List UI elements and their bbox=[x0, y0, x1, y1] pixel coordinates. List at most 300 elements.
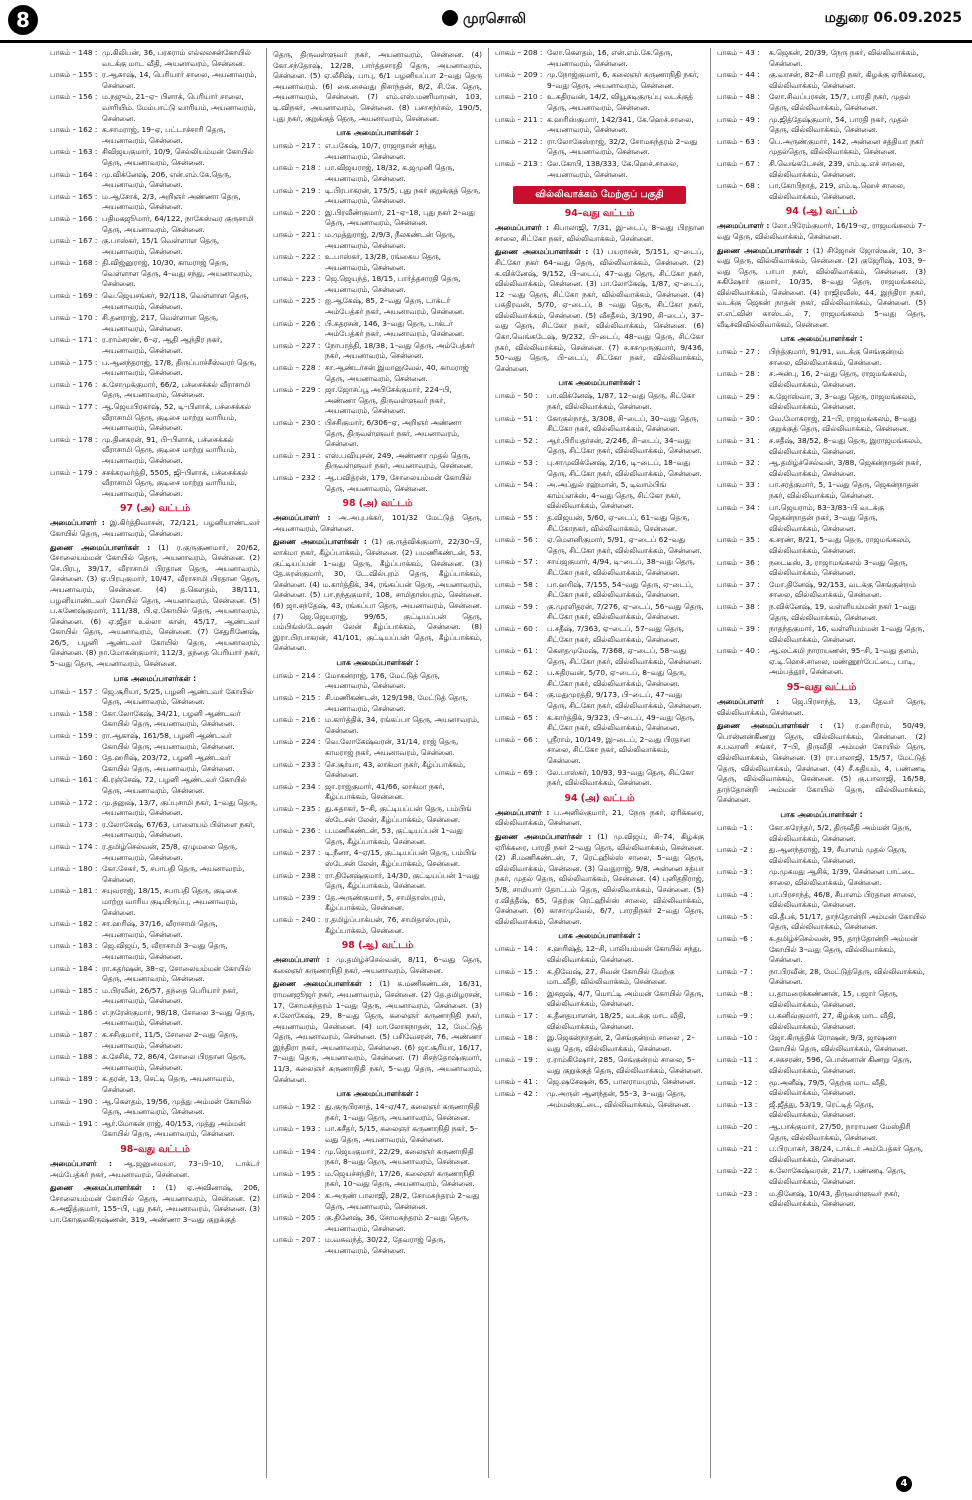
booth-number: பாகம் – 178 : bbox=[50, 434, 98, 444]
booth-organizer: ப.கனிவ்குமார், 27, கிழக்கு மாட வீதி, வில்லிவாக்கம், சென்னை. bbox=[769, 1011, 896, 1031]
booth-entry bbox=[273, 804, 482, 825]
booth-entry bbox=[50, 1008, 260, 1029]
booth-entry bbox=[495, 713, 704, 734]
organizer-details: (1) கு.ருத்விக்குமார், 22/30–பி, லாக்மா நகர், கீழ்ப்பாக்கம், சென்னை. (2) பமணிகண்டன், 53, குட்டியப்பன் 1–வது தெரு, கீழ்ப்பாக்கம், சென்னை. (3) தே.சுரன்குமார், 30, டே.வில்புரம் தெரு, கீழ்ப்பாக்கம், சென்னை. (4) ம.கார்த்திக், 34, ரங்கப்பன் தெரு, அயனாவரம், சென்னை. (5) பா.நந்தகுமார், 108, சாமிதாஸ்புரம், சென்னை. (6) ஜா.சந்தேஷ், 43, ரங்கப்பா தெரு, அயனாவரம், சென்னை. (7) ஜெ.ஜெயராஜ், 99/65, குட்டியப்பன் தெரு, பம்பிங்ஸ்டேஷன் லேன் கீழ்ப்பாக்கம், சென்னை. (8) இரா.பிரபாகரன், 41/101, குட்டியப்பன் தெரு, கீழ்ப்பாக்கம், சென்னை. bbox=[273, 537, 482, 653]
booth-entry bbox=[495, 580, 704, 601]
organizer-paragraph bbox=[495, 223, 704, 244]
booth-entry bbox=[50, 70, 260, 91]
booth-organizer: சிவிஜயகுமார், 10/9, செல்லியம்மன் கோயில் தெரு, அயனாவரம், சென்னை. bbox=[102, 147, 254, 167]
booth-number: பாகம் – 16 : bbox=[495, 988, 538, 998]
section-subheading: பாக அமைப்பாளர்கள் : bbox=[558, 378, 641, 388]
role-label: அமைப்பாளர் : bbox=[273, 955, 330, 965]
booth-organizer: வி.தீபக், 51/17, தாந்தோன்றி அம்மன் கோயில் தெரு, வில்லிவாக்கம், சென்னை. bbox=[769, 911, 926, 932]
booth-organizer: உ.கதிரவன், 14/2, வியூகடிகுருப்பு வடக்குத் தெரு, அயனாவரம், சென்னை. bbox=[547, 92, 693, 112]
booth-entry bbox=[495, 1055, 704, 1076]
booth-number: பாகம் –10 : bbox=[717, 1033, 758, 1043]
booth-number: பாகம் –22 : bbox=[717, 1166, 758, 1176]
booth-entry bbox=[717, 137, 926, 158]
booth-organizer: நாதந்தகுமார், 16, வள்ளியம்மன் 1–வது தெரு, வில்லிவாக்கம், சென்னை. bbox=[769, 624, 925, 644]
section-subheading: பாக அமைப்பாளர்கள் : bbox=[336, 128, 419, 138]
booth-number: பாகம் –2 : bbox=[717, 845, 753, 855]
booth-number: பாகம் – 48 : bbox=[717, 92, 760, 102]
booth-entry bbox=[717, 92, 926, 113]
booth-entry bbox=[50, 919, 260, 940]
booth-entry bbox=[273, 230, 482, 251]
booth-entry bbox=[273, 1124, 482, 1145]
booth-organizer: பா.கோபிநாத், 219, எம்.டி.ஹெச் சாலை, வில்லிவாக்கம், சென்னை. bbox=[769, 181, 906, 201]
booth-number: பாகம் –1 : bbox=[717, 823, 753, 832]
booth-entry bbox=[717, 1144, 926, 1165]
booth-number: பாகம் – 183 : bbox=[50, 941, 98, 951]
booth-number: பாகம் – 179 : bbox=[50, 467, 98, 477]
booth-organizer: சா.ஹரிஷ், 37/16, வீராசாமி தெரு, அயனாவரம், சென்னை. bbox=[102, 919, 218, 939]
booth-organizer: இசுஜஷ், 4/7, மொட்டி அம்மன் கோயில் தெரு, வில்லிவாக்கம், சென்னை. bbox=[547, 988, 704, 1009]
organizer-details: (1) க.மணிகண்டன், 16/31, ராமனஜூஜர் நகர், அயனாவரம், சென்னை. (2) தே.தமிழரசன், 17, சோமசுந்தரம் 1–வது தெரு, அயனாவரம், சென்னை. (3) ச.லோகேஷ், 29, 8–வது தெரு, கலைஞர் கருணாநிதி நகர், அயனாவரம், சென்னை. (4) மா.லோகநாதன், 12, மேட்டுத் தெரு, அயனாவரம், சென்னை. (5) பசிவேசரன், 76, அண்ணா இந்திரா நகர், அயனாவரம், சென்னை. (6) ஜா.சூரியா, 16/17, 7–வது தெரு, அயனாவரம், சென்னை. (7) சிசந்தோஷ்குமார், 11/3, கலைஞர் கருணாநிதி நகர், 5–வது தெரு, அயனாவரம், சென்னை. bbox=[273, 979, 482, 1084]
booth-number: பாகம் – 53 : bbox=[495, 458, 538, 467]
booth-entry bbox=[495, 768, 704, 789]
booth-organizer: ம.நஜும், 21–ஏ– பிளாக், பெரியார் சாலை, வாரியிம். மேம்பாட்டு வாரியம், அயனாவரம், சென்னை. bbox=[102, 92, 256, 123]
booth-entry bbox=[495, 602, 704, 623]
booth-organizer: இ.பிரவீண்குமார், 21–ஏ–18, புது நகர் 2–வது தெரு, அயனாவரம், சென்னை. bbox=[325, 207, 475, 228]
booth-number: பாகம் – 207 : bbox=[273, 1235, 321, 1245]
booth-organizer: க.திவேஷ், 27, சிவன் கோயில் மேற்கு மாடவீதி, வில்லிவாக்கம், சென்னை. bbox=[547, 966, 675, 987]
organizer-paragraph bbox=[495, 247, 704, 374]
booth-organizer: சு.தீனதயாளன், 18/25, வடக்கு மாட வீதி, வில்லிவாக்கம், சென்னை. bbox=[547, 1010, 686, 1031]
booth-number: பாகம் – 180 : bbox=[50, 864, 98, 874]
booth-number: பாகம் – 40 : bbox=[717, 646, 760, 656]
booth-number: பாகம் – 14 : bbox=[495, 944, 538, 954]
organizer-details: அ.அபுபக்கர், 101/32 மேட்டுத் தெரு, அயனாவரம், சென்னை. bbox=[273, 513, 482, 533]
booth-number: பாகம் – 161 : bbox=[50, 775, 98, 785]
booth-number: பாகம் –8 : bbox=[717, 988, 753, 998]
booth-entry bbox=[495, 513, 704, 534]
booth-number: பாகம் – 67 : bbox=[717, 158, 760, 168]
booth-organizer: வே.மோகராஜ், 21–பி, ராஜமங்கலம், 8–வது குறுக்குத் தெரு, வில்லிவாக்கம், சென்னை. bbox=[769, 413, 917, 434]
booth-number: பாகம் – 69 : bbox=[495, 767, 538, 777]
booth-entry bbox=[717, 535, 926, 556]
booth-entry bbox=[495, 436, 704, 457]
booth-organizer: தே.அருண்குமார், 5, சாமிதாஸ்புரம், கீழ்ப்பாக்கம், சென்னை. bbox=[325, 892, 446, 913]
booth-organizer: து.ஆனந்தராஜ், 19, சீயாளம் முதல் தெரு, வில்லிவாக்கம், சென்னை. bbox=[769, 845, 907, 865]
booth-organizer: பா.சரத்குமார், 5, 1–வது தெரு, ஜெகன்நாதன் நகர், வில்லிவாக்கம், சென்னை. bbox=[769, 480, 919, 500]
role-label: துணை அமைப்பாளர்கள் : bbox=[50, 1183, 156, 1193]
booth-organizer: மு.கிலிபன், 36, பரசுராம் எல்லலசன்கோயில் வடக்கு மாட வீதி, அயனாவரம், சென்னை. bbox=[102, 48, 251, 68]
booth-organizer: ஸ்ரீராம், 10/149, இ–டைப், 2–வது பிரதான சாலை, சிட்கோ நகர், வில்லிவாக்கம், சென்னை. bbox=[547, 734, 691, 766]
booth-entry bbox=[717, 436, 926, 457]
booth-entry bbox=[717, 1033, 926, 1054]
booth-number: பாகம் – 31 : bbox=[717, 436, 760, 445]
booth-entry bbox=[717, 347, 926, 368]
booth-number: பாகம் – 217 : bbox=[273, 141, 321, 151]
booth-entry bbox=[273, 418, 482, 450]
booth-organizer: க.தரன், 13, செட்டி தெரு, அயனாவரம், சென்னை. bbox=[102, 1074, 235, 1095]
booth-entry bbox=[273, 473, 482, 494]
booth-number: பாகம் – 29 : bbox=[717, 391, 760, 401]
booth-entry bbox=[50, 48, 260, 69]
column-2 bbox=[266, 48, 488, 1478]
booth-entry bbox=[50, 986, 260, 1007]
booth-organizer: சசக்கரவர்த்தி, 5505, ஜி–பிளாக், பச்சைக்கல் வீராசாமி தெரு, குடிசை மாற்று வாரியம், அயனாவரம், சென்னை. bbox=[102, 467, 248, 498]
booth-organizer: ச.ஹரிஷ்த், 12–சி, பாலியம்மன் கோயில் சந்து, வில்லிவாக்கம், சென்னை. bbox=[547, 944, 702, 964]
booth-number: பாகம் – 227 : bbox=[273, 340, 321, 350]
booth-number: பாகம் – 205 : bbox=[273, 1213, 321, 1223]
booth-number: பாகம் – 213 : bbox=[495, 158, 543, 168]
booth-organizer: பு.சாமுவிக்னேஷ், 2/16, டி–டைப், 18–வது தெரு, சிட்கோ நகர், வில்லிவாக்கம், சென்னை. bbox=[547, 458, 702, 478]
booth-number: பாகம் – 212 : bbox=[495, 136, 543, 146]
booth-entry bbox=[717, 823, 926, 844]
organizer-paragraph bbox=[50, 1183, 260, 1225]
booth-entry bbox=[50, 214, 260, 235]
booth-entry bbox=[717, 1189, 926, 1210]
booth-entry bbox=[50, 798, 260, 819]
booth-number: பாகம் – 155 : bbox=[50, 70, 98, 80]
booth-entry bbox=[50, 335, 260, 356]
booth-entry bbox=[273, 274, 482, 295]
role-label: அமைப்பாளர் : bbox=[273, 513, 331, 523]
booth-number: பாகம் – 204 : bbox=[273, 1191, 321, 1200]
booth-number: பாகம் – 49 : bbox=[717, 114, 760, 124]
booth-number: பாகம் – 216 : bbox=[273, 715, 321, 725]
booth-organizer: மு.ஜித்தேஷ்குமார், 54, பாரதி நகர், முதல் தெரு, வில்லிவாக்கம், சென்னை. bbox=[769, 114, 908, 135]
booth-number: பாகம் – 18 : bbox=[495, 1033, 538, 1043]
booth-organizer: ம.முத்துராஜ், 2/9/3, நீலகண்டன் தெரு, அயனாவரம், சென்னை. bbox=[325, 229, 456, 250]
booth-organizer: லே.பாஸ்கர், 10/93, 93–வது தெரு, சிட்கோ நகர், வில்லிவாக்கம், சென்னை. bbox=[547, 767, 694, 788]
ward-heading: 98–வது வட்டம் bbox=[120, 1144, 190, 1155]
booth-entry bbox=[717, 967, 926, 988]
booth-entry bbox=[717, 558, 926, 579]
role-label: அமைப்பாளர் : bbox=[717, 697, 780, 707]
booth-number: பாகம் – 236 : bbox=[273, 826, 321, 836]
booth-organizer: ரா.தினேஷ்குமார், 14/30, குட்டியப்பன் 1–வது தெரு, கீழ்ப்பாக்கம், சென்னை. bbox=[325, 870, 480, 891]
booth-entry bbox=[50, 753, 260, 774]
booth-number: பாகம் – 51 : bbox=[495, 413, 538, 423]
booth-number: பாகம் – 233 : bbox=[273, 759, 321, 769]
booth-organizer: இ.ஜெகன்நாதன், 2, செங்குன்றம் சாலை , 2–வது தெரு, வில்லிவாக்கம், சென்னை. bbox=[547, 1033, 695, 1053]
section-subheading: பாக அமைப்பாளர்கள் : bbox=[336, 657, 419, 667]
booth-organizer: பா.பிரசாந்த், 46/8, சீயாளம் பிரதான சாலை, வில்லிவாக்கம், சென்னை. bbox=[769, 889, 917, 910]
booth-entry bbox=[717, 181, 926, 202]
booth-organizer: பா.சுசீதர், 5/15, கலைஞர் கருணாநிதி நகர், 5–வது தெரு, அயனாவரம், சென்னை. bbox=[325, 1124, 479, 1145]
booth-entry bbox=[50, 964, 260, 985]
article-columns bbox=[44, 48, 934, 1478]
booth-entry bbox=[273, 341, 482, 362]
booth-number: பாகம் – 64 : bbox=[495, 690, 538, 700]
role-label: துணை அமைப்பாளர்கள் : bbox=[273, 537, 367, 547]
booth-entry bbox=[50, 1119, 260, 1140]
booth-entry bbox=[717, 1011, 926, 1032]
booth-number: பாகம் – 66 : bbox=[495, 734, 538, 744]
booth-organizer: ஜோ.கிருத்திக் ரோஷன், 9/3, ஜாஷனா கோயில் தெரு, வில்லிவாக்கம், சென்னை. bbox=[769, 1033, 908, 1053]
booth-entry bbox=[273, 760, 482, 781]
booth-organizer: சயுவராஜ், 18/15, சபாபதி தெரு, குடிசை மாற்று வாரிய குடியிருப்பு, அயனாவரம், சென்னை. bbox=[102, 886, 238, 917]
booth-entry bbox=[495, 391, 704, 412]
booth-number: பாகம் – 158 : bbox=[50, 708, 98, 718]
booth-number: பாகம் – 194 : bbox=[273, 1146, 321, 1156]
booth-organizer: உ.பாஸ்கர், 13/28, ரங்கைய தெரு, அயனாவரம், சென்னை. bbox=[325, 252, 442, 272]
booth-entry bbox=[273, 141, 482, 162]
booth-number: பாகம் – 167 : bbox=[50, 236, 98, 246]
booth-organizer: ஆர்.பிரியதர்சன், 2/246, சி–டைப், 34–வது தெரு, சிட்கோ நகர், வில்லிவாக்கம், சென்னை. bbox=[547, 435, 702, 456]
booth-number: பாகம் – 188 : bbox=[50, 1052, 98, 1062]
booth-organizer: கோ.லோகேஷ், 34/21, பழனி ஆண்டவர் கோயில் தெரு, அயனாவரம், சென்னை. bbox=[102, 708, 241, 729]
booth-organizer: கி.ரஞ்சேஷ், 72, பழனி ஆண்டவர் கோயில் தெரு, அயனாவரம், சென்னை. bbox=[102, 775, 247, 795]
booth-entry bbox=[50, 236, 260, 257]
booth-number: பாகம் – 237 : bbox=[273, 848, 321, 858]
organizer-details: இ.கிர்த்திவாசன், 72/121, பழனியாண்டவர் கோயில் தெரு, அயனாவரம், சென்னை. bbox=[50, 518, 260, 538]
organizer-details: கிபாலாஜி, 7/31, இ–டைப், 8–வது பிரதான சாலை, சிட்கோ நகர், வில்லிவாக்கம், சென்னை. bbox=[495, 223, 704, 243]
booth-organizer: கு.தினேஷ், 36, சோமசுந்தரம் 2–வது தெரு, அயனாவரம், சென்னை. bbox=[325, 1213, 470, 1233]
booth-number: பாகம் – 42 : bbox=[495, 1089, 538, 1099]
booth-organizer: மு.தினகரன், 91, பி–பிளாக், பச்சைக்கல் வீராசாமி தெரு, குடிசை மாற்று வாரியம், அயனாவரம், சென்னை. bbox=[102, 434, 237, 465]
booth-entry bbox=[50, 468, 260, 500]
booth-number: பாகம் – 184 : bbox=[50, 963, 98, 973]
booth-organizer: க.சரண், 8/21, 5–வது தெரு, ராஜமங்கலம், வில்லிவாக்கம், சென்னை. bbox=[769, 535, 912, 555]
booth-organizer: ஆ.தமிழ்ச்செல்வன், 3/88, ஜெகன்நாதன் நகர், வில்லிவாக்கம், சென்னை. bbox=[769, 458, 922, 478]
booth-number: பாகம் – 157 : bbox=[50, 686, 98, 696]
organizer-paragraph bbox=[495, 808, 704, 829]
booth-number: பாகம் – 229 : bbox=[273, 385, 321, 395]
booth-organizer: க.சசிகுமார், 11/5, சோலை 2–வது தெரு, அயனாவரம், சென்னை. bbox=[102, 1030, 238, 1050]
booth-entry bbox=[717, 414, 926, 435]
booth-number: பாகம் – 156 : bbox=[50, 92, 98, 102]
booth-organizer: க.ஜோஸ்வா, 3, 3–வது தெரு, ராஜமங்கலம், வில்லிவாக்கம், சென்னை. bbox=[769, 391, 917, 412]
booth-number: பாகம் – 228 : bbox=[273, 363, 321, 373]
brand-name: முரசொலி bbox=[463, 11, 526, 27]
booth-number: பாகம் – 171 : bbox=[50, 335, 98, 345]
booth-entry bbox=[50, 258, 260, 290]
booth-number: பாகம் – 214 : bbox=[273, 670, 321, 680]
booth-entry bbox=[273, 848, 482, 869]
booth-organizer: ர.ராம்கிஷோர், 285, செங்குன்றம் சாலை, 5–வது குறுக்குத் தெரு, வில்லிவாக்கம், சென்னை. bbox=[547, 1055, 703, 1075]
role-label: துணை அமைப்பாளர்கள் : bbox=[717, 721, 823, 731]
ward-heading: 94 (அ) வட்டம் bbox=[564, 792, 635, 804]
booth-entry bbox=[495, 690, 704, 711]
booth-entry bbox=[717, 845, 926, 866]
booth-organizer: ச.சதீஷ், 38/52, 8–வது தெரு, இராஜமங்கலம், வில்லிவாக்கம், சென்னை. bbox=[769, 436, 923, 456]
booth-entry bbox=[273, 1169, 482, 1190]
role-label: அமைப்பாளர் : bbox=[495, 223, 549, 233]
booth-number: பாகம் – 222 : bbox=[273, 252, 321, 262]
booth-organizer: ர.ராம்சரண், 6–ஏ, ஆதி ஆந்திர நகர், அயனாவரம், சென்னை. bbox=[102, 335, 223, 356]
booth-organizer: பா.விஜயராஜ், 18/32, க.ஜமுனி தெரு, அயனாவரம், சென்னை. bbox=[325, 163, 455, 183]
booth-number: பாகம் – 159 : bbox=[50, 731, 98, 741]
booth-entry bbox=[273, 782, 482, 803]
booth-organizer: ம.தினேஷ், 10/43, திருவள்ளுவர் நகர், வில்லிவாக்கம், சென்னை. bbox=[769, 1188, 900, 1209]
booth-entry bbox=[273, 252, 482, 273]
organizer-paragraph bbox=[273, 50, 482, 124]
organizer-details: (1) ர.குருகுணமார், 20/62, சோலையம்மன் கோயில் தெரு, அயனாவரம், சென்னை. (2) செ.பிரபு, 39/17, வீராசாமி பிரதான தெரு, அயனாவரம், சென்னை. (3) ஏ.பிரபுகுமார், 10/47, வீராசாமி பிரதான தெரு, அயனாவரம், சென்னை. (4) த.கெளதம், 38/111, பழனியாண்டவர் கோயில் தெரு, அயனாவரம், சென்னை. (5) ப.கணேஷ்குமார், 111/38, பி.ஏ.கோயில் தெரு, அயனாவரம், சென்னை. (6) ஏ.ஜீதா உல்லா கான், 45/17, ஆண்டவர் கோயில் தெரு, அயனாவரம், சென்னை. (7) சேதுரிணேஷ், 26/5, பழனி ஆண்டவர் கோயில் தெரு, அயனாவரம், சென்னை. (8) நா.மோகன்குமார், 112/3, தந்தை பெரியார் நகர், 5–வது தெரு, அயனாவரம், சென்னை. bbox=[50, 542, 260, 669]
booth-organizer: ப.சுதிரவன், 5/70, ஏ–டைப், 8–வது தெரு, சிட்கோ நகர், வில்லிவாக்கம், சென்னை. bbox=[547, 668, 687, 688]
booth-number: பாகம் – 36 : bbox=[717, 557, 760, 567]
booth-number: பாகம் – 41 : bbox=[495, 1077, 538, 1087]
footer-page-marker: 4 bbox=[896, 1476, 912, 1492]
booth-organizer: மோகன்ராஜ், 176, மேட்டுத் தெரு, அயனாவரம், சென்னை. bbox=[325, 670, 440, 691]
booth-organizer: கு.மதுமுரத்தி, 9/173, பி–டைப், 47–வது தெரு, சிட்கோ நகர், வில்லிவாக்கம், சென்னை. bbox=[547, 690, 702, 711]
role-label: அமைப்பாளர் : bbox=[50, 518, 105, 528]
booth-organizer: தி.விஜ்னுராஜ், 10/30, காமராஜ் தெரு, வெள்ளாள தெரு, 4–வது சந்து, அயனாவரம், சென்னை. bbox=[102, 258, 253, 289]
organizer-details: (1) ஏ.அவினாஷ், 206, சோலையம்மன் கோயில் தெரு, அயனாவரம், சென்னை. (2) க.அஜித்குமார், 155–பி, புது நகர், அயனாவரம், சென்னை. (3) பா.கோகுலகிருஷ்ணன், 319, அண்ணா 3–வது குறுக்குத் bbox=[50, 1183, 260, 1224]
booth-organizer: ஆர்.மோகன் ராஜ், 40/153, முத்து அம்மன் கோயில் தெரு, அயனாவரம், சென்னை. bbox=[102, 1118, 246, 1139]
organizer-paragraph bbox=[717, 246, 926, 331]
booth-number: பாகம் –20 : bbox=[717, 1122, 758, 1132]
booth-number: பாகம் – 209 : bbox=[495, 70, 543, 80]
booth-organizer: க.லோகேஷ்வரன், 21/7, பண்ணடி தெரு, வில்லிவாக்கம், சென்னை. bbox=[769, 1166, 906, 1186]
booth-entry bbox=[273, 385, 482, 417]
booth-organizer: ஜெ.ஷசேஷன், 65, பாலராமபுரம், சென்னை. bbox=[547, 1077, 696, 1087]
booth-organizer: ரா.ஆகாஷ், 161/58, பழனி ஆண்டவர் கோயில் தெரு, அயனாவரம், சென்னை. bbox=[102, 731, 235, 751]
booth-number: பாகம் – 190 : bbox=[50, 1096, 98, 1106]
booth-organizer: க.ஜெகன், 20/39, நேரு நகர், வில்லிவாக்கம், சென்னை. bbox=[769, 48, 919, 68]
booth-entry bbox=[717, 369, 926, 390]
booth-organizer: டி.பிரபாகரன், 175/5, புது நகர் குறுக்குத் தெரு, அயனாவரம், சென்னை. bbox=[325, 185, 481, 206]
organizer-paragraph bbox=[273, 979, 482, 1085]
booth-number: பாகம் – 68 : bbox=[717, 181, 760, 191]
booth-entry bbox=[273, 715, 482, 736]
masthead bbox=[0, 0, 972, 43]
booth-entry bbox=[717, 602, 926, 623]
booth-entry bbox=[50, 192, 260, 213]
booth-organizer: மு.தனுஷ், 13/7, குப்புசாமி நகர், 1–வது தெரு, அயனாவரம், சென்னை. bbox=[102, 797, 258, 818]
booth-organizer: அ.அப்துல் ரஹ்மான், 5, டிவாம்பிங் காம்ப்ளக்ஸ், 4–வது தெரு, சிட்கோ நகர், வில்லிவாக்கம், சென்னை. bbox=[547, 480, 681, 511]
ward-heading: 94 (ஆ) வட்டம் bbox=[785, 206, 858, 218]
booth-organizer: லோ.கௌதம், 16, என்.எம்.கே.தெரு, அயனாவரம், சென்னை. bbox=[547, 48, 673, 68]
organizer-details: ஆ.ஜனுமையா, 73–பி–10, டாக்டர் அம்பேத்கர் நகர், அயனாவரம், சென்னை. bbox=[50, 1159, 260, 1179]
booth-organizer: மூ.அனீஷ், 79/5, தெற்கு மாட வீதி, வில்லிவாக்கம், சென்னை. bbox=[769, 1077, 888, 1098]
booth-entry bbox=[495, 735, 704, 767]
booth-organizer: ர.லோகேஷ், 67/63, பாளையம் பிள்ளை நகர், அயனாவரம், சென்னை. bbox=[102, 819, 256, 840]
booth-organizer: ரா.கதர்ஷன், 38–ஏ, சோலையம்மன் கோயில் தெரு, அயனாவரம், சென்னை. bbox=[102, 963, 251, 984]
booth-organizer: லோ.சிவப்பரசன், 15/7, பாரதி நகர், முதல் தெரு, வில்லிவாக்கம், சென்னை. bbox=[769, 92, 911, 112]
booth-entry bbox=[717, 159, 926, 180]
booth-number: பாகம் – 55 : bbox=[495, 512, 538, 522]
booth-organizer: க.அருண் பாலாஜி, 28/2, சோமசுந்தரம் 2–வது தெரு, அயனாவரம், சென்னை. bbox=[325, 1191, 480, 1211]
booth-number: பாகம் – 44 : bbox=[717, 70, 760, 80]
booth-organizer: ஆ.ஜெயபிரகாஷ், 52, டி–பிளாக், பச்சைக்கல் வீராசாமி தெரு, குடிசை மாற்று வாரியம், அயனாவரம், சென்னை. bbox=[102, 402, 251, 433]
booth-entry bbox=[273, 1191, 482, 1212]
booth-organizer: மோ.தினேஷ், 92/153, வடக்கு செங்குன்றம் சாலை, வில்லிவாக்கம், சென்னை. bbox=[769, 579, 917, 600]
booth-entry bbox=[273, 296, 482, 317]
booth-entry bbox=[495, 1077, 704, 1088]
booth-number: பாகம் –12 : bbox=[717, 1077, 758, 1087]
booth-organizer: கு.பாஸ்கர், 15/1 வெள்ளாள தெரு, அயனாவரம், சென்னை. bbox=[102, 236, 220, 256]
booth-number: பாகம் – 61 : bbox=[495, 646, 538, 656]
booth-organizer: பிசசிகுமார், 6/306–ஏ, அறிஞர் அண்ணா தெரு, திருவள்ளுவர் நகர், அயனாவரம், சென்னை. bbox=[325, 418, 462, 449]
booth-organizer: க.சாமராஜ், 19–ஏ, பட்டாச்சாரி தெரு, அயனாவரம், சென்னை. bbox=[102, 125, 226, 145]
area-banner: வில்லிவாக்கம் மேற்குப் பகுதி bbox=[513, 186, 686, 204]
booth-entry bbox=[273, 1235, 482, 1256]
booth-entry bbox=[273, 693, 482, 714]
booth-entry bbox=[50, 435, 260, 467]
sun-logo-icon bbox=[442, 10, 458, 26]
booth-organizer: பி.கதரசன், 146, 3–வது தெரு, டாக்டர் அம்பேத்கர் நகர், அயனாவரம், சென்னை. bbox=[325, 318, 465, 339]
booth-entry bbox=[273, 186, 482, 207]
booth-entry bbox=[273, 363, 482, 384]
booth-organizer: மு.அருள் ஆனந்தன், 55–3, 3–வது தெரு, அம்மன்குட்டை, வில்லிவாக்கம், சென்னை. bbox=[547, 1089, 691, 1109]
booth-number: பாகம் –11 : bbox=[717, 1055, 758, 1065]
booth-organizer: வெ.ஜெயசங்கர், 92/118, வெள்ளாள தெரு, அயனாவரம், சென்னை. bbox=[102, 291, 249, 311]
booth-organizer: செ.சூர்யா, 43, லாக்மா நகர், கீழ்ப்பாக்கம், சென்னை. bbox=[325, 759, 466, 780]
booth-number: பாகம் – 224 : bbox=[273, 737, 321, 747]
booth-number: பாகம் – 38 : bbox=[717, 601, 760, 611]
booth-entry bbox=[717, 480, 926, 501]
booth-entry bbox=[273, 737, 482, 758]
booth-number: பாகம் – 182 : bbox=[50, 919, 98, 929]
role-label: அமைப்பாளர் : bbox=[717, 221, 770, 231]
booth-number: பாகம் – 210 : bbox=[495, 92, 543, 102]
section-subheading: பாக அமைப்பாளர்கள் : bbox=[113, 673, 197, 683]
booth-entry bbox=[50, 291, 260, 312]
booth-organizer: ம.ஜெயச்சந்திர், 17/26, கலைஞர் கருணாநிதி நகர், 10–வது தெரு, அயனாவரம், சென்னை. bbox=[325, 1168, 475, 1189]
booth-entry bbox=[717, 867, 926, 888]
organizer-paragraph bbox=[717, 221, 926, 242]
organizer-paragraph bbox=[495, 832, 704, 927]
booth-organizer: சா.ஆண்டர்சன் இமானுவேல், 40, காமராஜ் தெரு, அயனாவரம், சென்னை. bbox=[325, 363, 469, 383]
booth-entry bbox=[717, 646, 926, 678]
booth-entry bbox=[50, 92, 260, 124]
organizer-paragraph bbox=[717, 721, 926, 806]
booth-organizer: பிந்த்குமார், 91/91, வடக்கு செங்குன்றம் சாலை, வில்லிவாக்கம், சென்னை. bbox=[769, 347, 904, 367]
booth-organizer: கோ.சேகர், 5, சபாபதி தெரு, அயனாவரம், சென்னை. bbox=[102, 864, 245, 884]
booth-number: பாகம் – 208 : bbox=[495, 48, 543, 57]
organizer-details: (1) பயராசன், 5/151, ஏ–டைப், சிட்கோ நகர் 64–வது தெரு, வில்லிவாக்கம், சென்னை. (2) க.விக்னேஷ், 9/152, பி–டைப், 47–வது தெரு, சிட்கோ நகர், வில்லிவாக்கம், சென்னை. (3) பா.லோகேஷ், 1/87, ஏ–டைப், 12 –வது தெரு, சிட்கோ நகர், வில்லிவாக்கம், சென்னை. (4) பசுதிரவன், 5/70, ஏ–டைப், 8 –வது தெரு, சிட்கோ நகர், வில்லிவாக்கம், சென்னை. (5) வீசதீசம், 3/190, சி–டைப், 37–வது தெரு, சிட்கோ நகர், வில்லிவாக்கம், சென்னை. (6) கொ.வெங்கடேஷ், 9/232, பி–டைப், 48–வது தெரு, சிட்கோ நகர், வில்லிவாக்கம், சென்னை. (7) ச.சசமுருகுமார், 9/436, 50–வது தெரு, பி–டைப், சிட்கோ நகர், வில்லிவாக்கம், சென்னை. bbox=[495, 247, 704, 373]
booth-organizer: பா.ஹரிஷ், 7/155, 54–வது தெரு, ஏ–டைப், சிட்கோ நகர், வில்லிவாக்கம், சென்னை. bbox=[547, 579, 694, 600]
booth-number: பாகம் – 58 : bbox=[495, 579, 538, 589]
booth-entry bbox=[50, 1052, 260, 1073]
booth-entry bbox=[495, 115, 704, 136]
booth-organizer: கௌதமுமேஷ், 7/368, ஏ–டைப், 58–வது தெரு, சிட்கோ நகர், வில்லிவாக்கம், சென்னை. bbox=[547, 646, 702, 666]
booth-entry bbox=[273, 671, 482, 692]
booth-number: பாகம் – 65 : bbox=[495, 712, 538, 722]
booth-number: பாகம் – 33 : bbox=[717, 480, 760, 490]
booth-organizer: ம.பிரவீன், 26/57, தந்தை பெரியார் நகர், அயனாவரம், சென்னை. bbox=[102, 985, 239, 1006]
booth-entry bbox=[50, 731, 260, 752]
booth-number: பாகம் –13 : bbox=[717, 1099, 758, 1109]
booth-organizer: ப.ஆனந்தராஜ், 17/8, திருப்பாச்சீஸ்வரர் தெரு, அயனாவரம், சென்னை. bbox=[102, 357, 257, 378]
booth-entry bbox=[273, 871, 482, 892]
booth-organizer: ப.பிரபாகர், 38/24, டாக்டர் அம்பேத்கர் தெரு, வில்லிவாக்கம், சென்னை. bbox=[769, 1144, 924, 1164]
booth-organizer: பதிமகஜூமார், 64/122, நாகேஸ்வர குருசாமி தெரு, அயனாவரம், சென்னை. bbox=[102, 213, 254, 234]
booth-entry bbox=[273, 915, 482, 936]
booth-number: பாகம் – 166 : bbox=[50, 213, 98, 223]
organizer-paragraph bbox=[50, 1159, 260, 1180]
booth-entry bbox=[717, 1166, 926, 1187]
booth-organizer: த.விஜயன், 5/60, ஏ–டைப், 61–வது தெரு, சிட்கோநகர், வில்லிவாக்கம், சென்னை. bbox=[547, 512, 690, 533]
booth-number: பாகம் – 148 : bbox=[50, 48, 98, 57]
booth-number: பாகம் – 186 : bbox=[50, 1007, 98, 1017]
booth-organizer: கோ.சுரேந்தர், 5/2, திருவீதி அம்மன் தெரு, வில்லிவாக்கம், சென்னை. bbox=[769, 823, 912, 843]
booth-organizer: ஆ.பாக்குமார், 27/50, நாராயண மேஸ்திரி தெரு, வில்லிவாக்கம், சென்னை. bbox=[769, 1122, 911, 1142]
booth-number: பாகம் – 240 : bbox=[273, 914, 321, 924]
booth-number: பாகம் –9 : bbox=[717, 1011, 753, 1021]
booth-entry bbox=[495, 668, 704, 689]
booth-number: பாகம் – 238 : bbox=[273, 870, 321, 880]
booth-entry bbox=[50, 709, 260, 730]
booth-entry bbox=[495, 624, 704, 645]
booth-number: பாகம் – 63 : bbox=[717, 136, 760, 146]
organizer-paragraph bbox=[273, 955, 482, 976]
booth-number: பாகம் – 192 : bbox=[273, 1102, 321, 1112]
booth-number: பாகம் – 211 : bbox=[495, 114, 543, 124]
booth-organizer: நோபாத்தி, 18/38, 1–வது தெரு, அம்பேத்கர் நகர், அயனாவரம், சென்னை. bbox=[325, 340, 475, 361]
booth-organizer: எ.பகேஷ், 10/7, ராஜாதான் சந்து, அயனாவரம், சென்னை. bbox=[325, 141, 437, 161]
booth-entry bbox=[717, 890, 926, 911]
ward-heading: 97 (அ) வட்டம் bbox=[119, 503, 190, 515]
booth-organizer: தே.ஹரிஷ், 203/72, பழனி ஆண்டவர் கோயில் தெரு, அயனாவரம், சென்னை. bbox=[102, 753, 235, 773]
booth-organizer: ரா.லோகேஸ்ராஜ், 32/2, சோமசுந்தரம் 2–வது தெரு, அயனாவரம், சென்னை. bbox=[547, 136, 698, 157]
booth-number: பாகம் – 50 : bbox=[495, 391, 538, 401]
booth-number: பாகம் – 218 : bbox=[273, 163, 321, 173]
booth-entry bbox=[717, 392, 926, 413]
